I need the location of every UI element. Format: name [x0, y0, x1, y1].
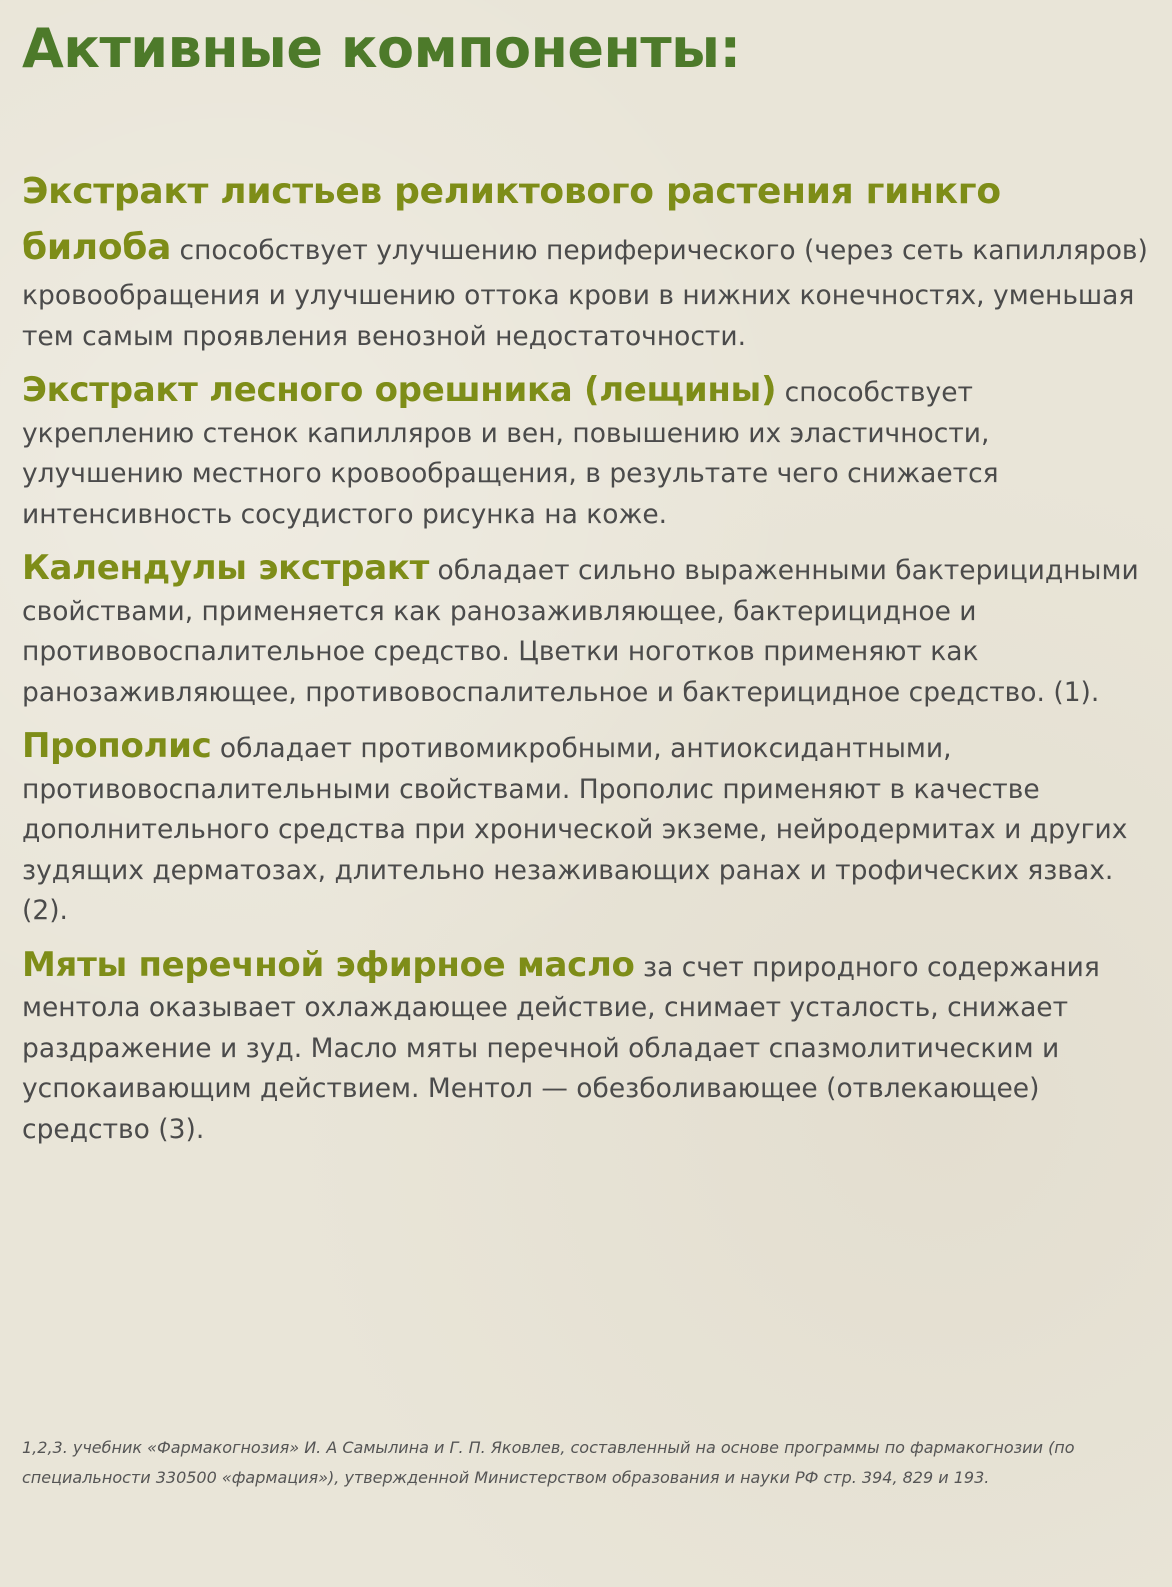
component-ginkgo: [22, 164, 1152, 357]
component-description: способствует улучшению периферического (через сеть капилляров) кровообращения и улучшению оттока крови в нижних конечностях, уменьшая тем самым проявления венозной недостаточности.: [22, 235, 1148, 352]
footnote: 1,2,3. учебник «Фармакогнозия» И. А Самылина и Г. П. Яковлев, составленный на основе программы по фармакогнозии (по специальности 330500 «фармация»), утвержденной Министерством образования и науки РФ стр. 394, 829 и 193.: [22, 1438, 1075, 1487]
component-hazel: [22, 370, 1152, 535]
components-list: [22, 164, 1152, 1150]
component-name: Прополис: [22, 726, 212, 766]
component-name: Календулы экстракт: [22, 548, 430, 588]
component-name: Экстракт лесного орешника (лещины): [22, 370, 777, 410]
component-description: способствует укреплению стенок капилляров и вен, повышению их эластичности, улучшению местного кровообращения, в результате чего снижается интенсивность сосудистого рисунка на коже.: [22, 377, 999, 530]
component-description: обладает противомикробными, антиоксидантными, противовоспалительными свойствами. Прополис применяют в качестве дополнительного средства при хронической экземе, нейродермитах и других зудящих дерматозах, длительно незаживающих ранах и трофических язвах. (2).: [22, 733, 1128, 926]
component-propolis: [22, 726, 1152, 932]
component-description: обладает сильно выраженными бактерицидными свойствами, применяется как ранозаживляющее, бактерицидное и противовоспалительное средство. Цветки ноготков применяют как ранозаживляющее, противовоспалительное и бактерицидное средство. (1).: [22, 555, 1139, 708]
component-description: за счет природного содержания ментола оказывает охлаждающее действие, снимает усталость, снижает раздражение и зуд. Масло мяты перечной обладает спазмолитическим и успокаивающим действием. Ментол — обезболивающее (отвлекающее) средство (3).: [22, 951, 1100, 1145]
component-peppermint: [22, 945, 1152, 1151]
component-calendula: [22, 548, 1152, 713]
component-name: Мяты перечной эфирное масло: [22, 944, 635, 985]
component-name: Экстракт листьев реликтового растения гинкго билоба: [22, 171, 1001, 268]
page-title: Активные компоненты:: [22, 17, 741, 80]
